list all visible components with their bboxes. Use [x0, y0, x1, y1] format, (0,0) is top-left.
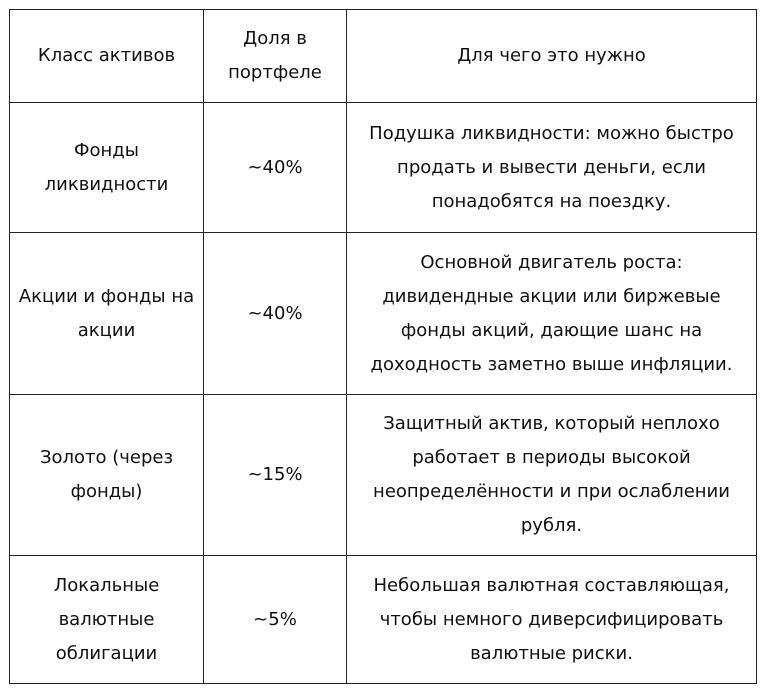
cell-share: ~40% — [204, 103, 347, 233]
cell-purpose: Защитный актив, который неплохо работает в периоды высокой неопределённости и при ослаблении рубля. — [347, 395, 757, 556]
header-purpose: Для чего это нужно — [347, 10, 757, 103]
table-row — [10, 103, 757, 233]
table-row — [10, 233, 757, 395]
asset-allocation-table — [9, 9, 757, 684]
table-row — [10, 556, 757, 684]
cell-asset-class: Акции и фонды на акции — [10, 233, 204, 395]
cell-purpose: Основной двигатель роста: дивидендные акции или биржевые фонды акций, дающие шанс на доходность заметно выше инфляции. — [347, 233, 757, 395]
table-header-row — [10, 10, 757, 103]
cell-asset-class: Золото (через фонды) — [10, 395, 204, 556]
cell-share: ~40% — [204, 233, 347, 395]
cell-asset-class: Локальные валютные облигации — [10, 556, 204, 684]
cell-purpose: Небольшая валютная составляющая, чтобы немного диверсифицировать валютные риски. — [347, 556, 757, 684]
cell-share: ~15% — [204, 395, 347, 556]
header-share: Доля в портфеле — [204, 10, 347, 103]
table-row — [10, 395, 757, 556]
cell-purpose: Подушка ликвидности: можно быстро продать и вывести деньги, если понадобятся на поездку. — [347, 103, 757, 233]
cell-asset-class: Фонды ликвидности — [10, 103, 204, 233]
header-asset-class: Класс активов — [10, 10, 204, 103]
cell-share: ~5% — [204, 556, 347, 684]
